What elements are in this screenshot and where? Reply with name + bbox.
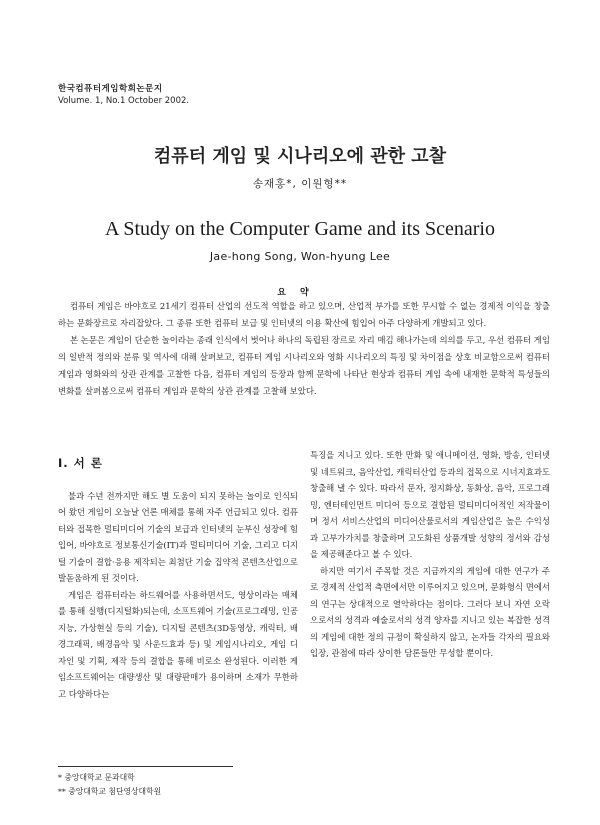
footnotes <box>58 771 161 799</box>
section-heading-introduction: Ⅰ. 서 론 <box>58 456 103 470</box>
body-paragraph: 특징을 지니고 있다. 또한 만화 및 애니메이션, 영화, 방송, 인터넷 및 네트워크, 음악산업, 캐릭터산업 등과의 접목으로 시너지효과도 창출해 낼 수 있다. 따라서 문자, 정지화상, 동화상, 음악, 프로그래밍, 엔터테인먼트 미디어 등으로 결합된 멀티미디어적인 저작물이며 정서 서비스산업의 미디어산물로서의 게임산업은 높은 수익성과 고부가가치를 창출하며 고도화된 상품개발 성향의 정서와 감성을 제공해준다고 볼 수 있다. <box>310 450 550 559</box>
body-paragraph: 하지만 여기서 주목할 것은 지금까지의 게임에 대한 연구가 주로 경제적 산업적 측면에서만 이루어지고 있으며, 문화형식 면에서의 연구는 상대적으로 열악하다는 점이다. 그러다 보니 자연 오락으로서의 성격과 예술로서의 성격 양자를 지니고 있는 복잡한 성격의 게임에 대한 정의 규정이 확실하지 않고, 논자들 각자의 필요와 입장, 관점에 따라 상이한 담론들만 무성할 뿐이다. <box>310 565 550 658</box>
left-column <box>58 447 298 702</box>
abstract <box>58 298 550 400</box>
journal-issue: Volume. 1, No.1 October 2002. <box>58 96 190 106</box>
body-paragraph: 게임은 컴퓨터라는 하드웨어를 사용하면서도, 영상이라는 매체를 통해 실행(디지털화)되는데, 소프트웨어 기술(프로그래밍, 인공지능, 가상현실 등의 기술), 디지털 콘텐츠(3D동영상, 캐릭터, 배경그래픽, 배경음악 및 사운드효과 등) 및 게임시나리오, 게임 디자인 및 기획, 제작 등의 결합을 통해 비로소 완성된다. 이러한 게임소프트웨어는 대량생산 및 대량판매가 용이하며 소재가 무한하고 다양하다는 <box>58 589 298 699</box>
authors-english: Jae-hong Song, Won-hyung Lee <box>209 250 391 263</box>
authors-korean: 송재홍*, 이원형** <box>252 178 348 190</box>
right-column <box>310 447 550 662</box>
title-korean: 컴퓨터 게임 및 시나리오에 관한 고찰 <box>153 146 447 167</box>
footnote-divider <box>58 766 233 767</box>
journal-header <box>58 83 189 107</box>
abstract-heading: 요약 <box>277 288 323 298</box>
title-english: A Study on the Computer Game and its Scenario <box>105 218 495 240</box>
body-paragraph: 불과 수년 전까지만 해도 별 도움이 되지 못하는 놀이로 인식되어 왔던 게임이 오늘날 언론 매체를 통해 자주 언급되고 있다. 컴퓨터와 접목한 멀티미디어 기술의 보급과 인터넷의 눈부신 성장에 힘입어, 바야흐로 정보통신기술(IT)과 멀티미디어 기술, 그리고 디지털 기술이 결합·응용 제작되는 최첨단 기술 집약적 콘텐츠산업으로 발돋움하게 된 것이다. <box>58 490 298 583</box>
journal-name: 한국컴퓨터게임학회논문지 <box>58 84 163 94</box>
abstract-paragraph-1: 컴퓨터 게임은 바야흐로 21세기 컴퓨터 산업의 선도적 역할을 하고 있으며, 산업적 부가를 또한 무시할 수 없는 경제적 이익을 창출하는 문화장르로 자리잡았다. 그 종류 또한 컴퓨터 보급 및 인터넷의 이용 확산에 힘입어 아주 다양하게 개발되고 있다. <box>58 301 550 328</box>
footnote: * 중앙대학교 문과대학 <box>58 773 135 782</box>
abstract-paragraph-2: 본 논문은 게임이 단순한 놀이라는 종래 인식에서 벗어나 하나의 독립된 장르로 자리 매김 해나가는데 의의를 두고, 우선 컴퓨터 게임의 일반적 정의와 분류 및 역사에 대해 살펴보고, 컴퓨터 게임 시나리오와 영화 시나리오의 특징 및 차이점을 상호 비교함으로써 컴퓨터 게임과 영화와의 상관 관계를 고찰한 다음, 컴퓨터 게임의 등장과 함께 문학에 나타난 현상과 컴퓨터 게임 속에 내재한 문학적 특성들의 변화를 살펴봄으로써 컴퓨터 게임과 문학의 상관 관계를 고찰해 보았다. <box>58 335 550 396</box>
footnote: ** 중앙대학교 첨단영상대학원 <box>58 787 162 796</box>
